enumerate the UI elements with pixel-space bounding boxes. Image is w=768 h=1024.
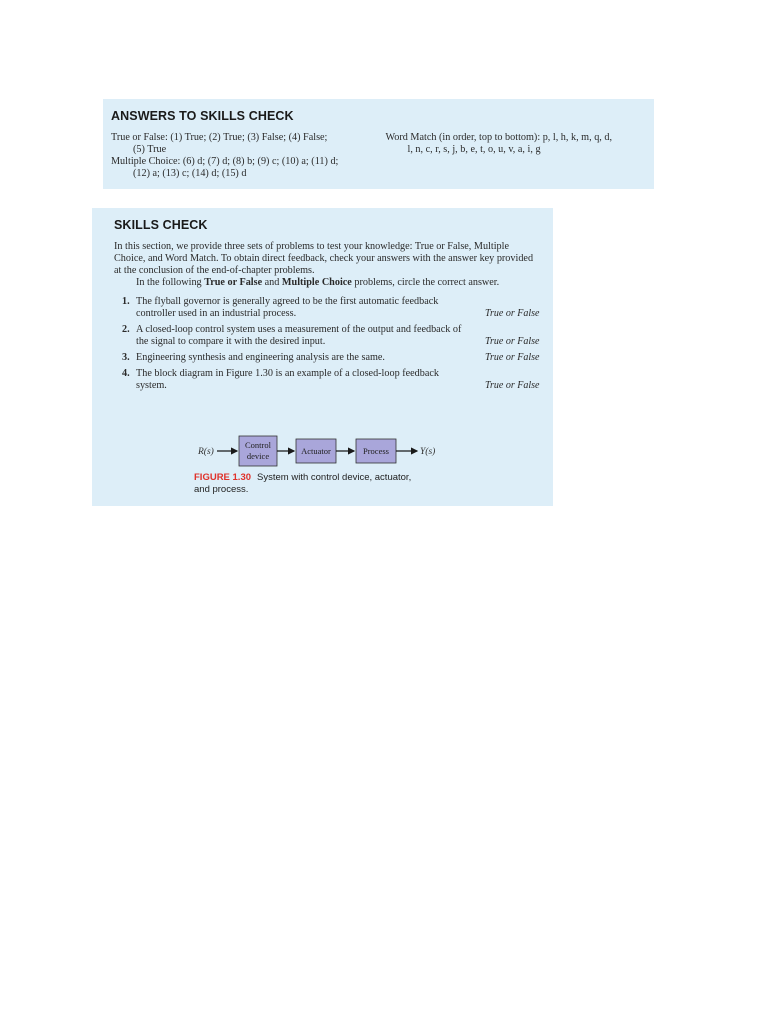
instruction-post: problems, circle the correct answer. [351, 277, 500, 288]
skills-heading: SKILLS CHECK [114, 218, 208, 232]
answers-right-column [385, 132, 646, 180]
true-or-false-choice[interactable]: True or False [485, 352, 540, 363]
intro-paragraph: In this section, we provide three sets of problems to test your knowledge: True or False, Multiple Choice, and Word Match. To obtain direct feedback, check your answers with the answer key provided at the conclusion of the end-of-chapter problems. [114, 241, 534, 276]
question-text: The block diagram in Figure 1.30 is an example of a closed-loop feedback system. [136, 368, 439, 391]
process-label: Process [363, 446, 389, 456]
multiple-choice-answers [111, 156, 377, 180]
word-match-line1: Word Match (in order, top to bottom): p, l, h, k, m, q, d, [385, 132, 613, 143]
question-text: Engineering synthesis and engineering analysis are the same. [136, 352, 385, 363]
input-label: R(s) [198, 447, 214, 457]
figure-caption [194, 472, 424, 496]
true-or-false-choice[interactable]: True or False [485, 380, 540, 391]
control-device-label-1: Control [245, 440, 271, 450]
question-item [114, 352, 543, 364]
skills-intro [114, 241, 534, 289]
word-match-line2: l, n, c, r, s, j, b, e, t, o, u, v, a, i, g [407, 144, 541, 155]
answers-left-column [111, 132, 377, 180]
multiple-choice-line2: (12) a; (13) c; (14) d; (15) d [133, 168, 247, 179]
question-item [114, 296, 543, 320]
question-text: A closed-loop control system uses a measurement of the output and feedback of the signal to compare it with the desired input. [136, 324, 462, 347]
question-item [114, 324, 543, 348]
word-match-answers [385, 132, 646, 156]
block-diagram [187, 433, 447, 469]
skills-check-panel [92, 208, 553, 506]
instruction-mc: Multiple Choice [281, 277, 352, 288]
control-device-label-2: device [246, 451, 270, 461]
instruction-tf: True or False [204, 277, 263, 288]
figure-caption-text: System with control device, actuator, and process. [194, 472, 412, 495]
true-false-line1: True or False: (1) True; (2) True; (3) False; (4) False; [111, 132, 328, 143]
answers-columns [111, 132, 646, 180]
true-or-false-choice[interactable]: True or False [485, 336, 540, 347]
figure-number: FIGURE 1.30 [194, 472, 252, 483]
instruction-paragraph [114, 277, 534, 289]
question-item [114, 368, 543, 392]
question-number: 1. [122, 296, 130, 307]
question-text: The flyball governor is generally agreed to be the first automatic feedback controller used in an industrial process. [136, 296, 439, 319]
answers-heading: ANSWERS TO SKILLS CHECK [111, 109, 294, 123]
multiple-choice-line1: Multiple Choice: (6) d; (7) d; (8) b; (9) c; (10) a; (11) d; [111, 156, 339, 167]
instruction-pre: In the following [136, 277, 205, 288]
question-number: 4. [122, 368, 130, 379]
actuator-label: Actuator [301, 446, 331, 456]
true-false-answers [111, 132, 377, 156]
true-or-false-choice[interactable]: True or False [485, 308, 540, 319]
instruction-mid: and [262, 277, 282, 288]
output-label: Y(s) [420, 447, 436, 457]
true-false-line2: (5) True [133, 144, 167, 155]
answers-panel [103, 99, 654, 189]
question-number: 2. [122, 324, 130, 335]
question-list [114, 296, 543, 392]
question-number: 3. [122, 352, 130, 363]
